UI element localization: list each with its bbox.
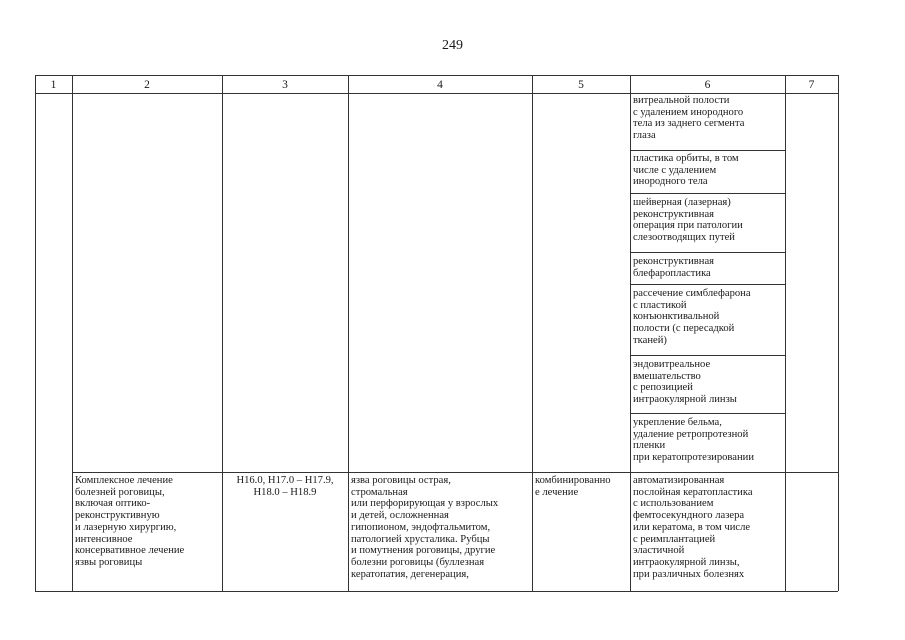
col6-separator [630, 284, 785, 285]
cell-line: язва роговицы острая, [351, 475, 451, 486]
cell-line: интраокулярной линзы, [633, 556, 740, 568]
cell-line: при различных болезнях [633, 568, 745, 580]
icd-code-cell [222, 475, 348, 498]
cell-line: H18.0 – H18.9 [253, 486, 317, 498]
cell-line: и помутнения роговицы, другие [351, 545, 496, 557]
row-separator [72, 472, 838, 473]
cell-line: инородного тела [633, 176, 708, 188]
cell-line: глаза [633, 130, 656, 142]
cell-line: операция при патологии [633, 220, 743, 232]
cell-line: консервативное лечение [75, 545, 185, 557]
cell-line: тканей) [633, 334, 667, 346]
cell-line: автоматизированная [633, 475, 725, 486]
column-number-7: 7 [808, 79, 815, 91]
cell-line: полости (с пересадкой [633, 323, 735, 335]
col-border [630, 75, 631, 591]
method-cell [633, 417, 754, 464]
cell-line: болезни роговицы (буллезная [351, 556, 485, 568]
col-border [532, 75, 533, 591]
cell-line: числе с удалением [633, 164, 717, 176]
column-number-1: 1 [50, 79, 57, 91]
cell-line: конъюнктивальной [633, 311, 720, 323]
cell-line: стромальная [351, 486, 408, 498]
cell-line: рассечение симблефарона [633, 288, 751, 299]
table-top-border [35, 75, 838, 76]
cell-line: шейверная (лазерная) [633, 197, 731, 208]
cell-line: е лечение [535, 486, 579, 498]
method-cell [633, 95, 744, 142]
treatment-name-cell [75, 475, 184, 569]
cell-line: H16.0, H17.0 – H17.9, [236, 475, 334, 486]
column-number-2: 2 [144, 79, 150, 91]
cell-line: с реимплантацией [633, 533, 716, 545]
cell-line: послойная кератопластика [633, 486, 753, 498]
method-cell [633, 359, 737, 406]
cell-line: патологией хрусталика. Рубцы [351, 533, 490, 545]
col6-separator [630, 355, 785, 356]
cell-line: укрепление бельма, [633, 417, 722, 428]
column-number-3: 3 [282, 79, 288, 91]
cell-line: при кератопротезировании [633, 452, 754, 464]
cell-line: гипопионом, эндофтальмитом, [351, 521, 491, 533]
header-bottom-border [35, 93, 838, 94]
cell-line: с удалением инородного [633, 106, 744, 118]
column-number-5: 5 [578, 79, 584, 91]
cell-line: пластика орбиты, в том [633, 153, 739, 164]
method-cell [633, 475, 753, 580]
cell-line: реконструктивная [633, 208, 715, 220]
cell-line: пленки [633, 440, 666, 452]
col6-separator [630, 150, 785, 151]
cell-line: Комплексное лечение [75, 475, 173, 486]
cell-line: интраокулярной линзы [633, 394, 737, 406]
cell-line: интенсивное [75, 533, 133, 545]
cell-line: эндовитреальное [633, 359, 711, 370]
cell-line: слезоотводящих путей [633, 232, 735, 244]
diagnosis-cell [351, 475, 498, 580]
cell-line: с репозицией [633, 382, 693, 394]
cell-line: реконструктивную [75, 510, 160, 522]
method-cell [633, 197, 743, 244]
cell-line: язвы роговицы [75, 556, 143, 568]
cell-line: реконструктивная [633, 256, 715, 267]
cell-line: или кератома, в том числе [633, 521, 751, 533]
col-border [222, 75, 223, 591]
method-cell [633, 256, 714, 279]
cell-line: и детей, осложненная [351, 510, 449, 522]
treatment-type-cell [535, 475, 611, 498]
col-border [348, 75, 349, 591]
cell-line: с пластикой [633, 299, 687, 311]
cell-line: кератопатия, дегенерация, [351, 568, 469, 580]
cell-line: комбинированно [535, 475, 611, 486]
method-cell [633, 153, 739, 188]
col-border [838, 75, 839, 591]
cell-line: фемтосекундного лазера [633, 510, 745, 522]
page-number: 249 [442, 38, 463, 53]
cell-line: с использованием [633, 498, 714, 510]
cell-line: вмешательство [633, 370, 701, 382]
cell-line: болезней роговицы, [75, 486, 165, 498]
col-border [785, 75, 786, 591]
col-border [72, 75, 73, 591]
col-border [35, 75, 36, 591]
column-number-4: 4 [437, 79, 443, 91]
col6-separator [630, 252, 785, 253]
column-number-6: 6 [704, 79, 711, 91]
table-bottom-border [35, 591, 838, 592]
cell-line: эластичной [633, 545, 685, 557]
cell-line: или перфорирующая у взрослых [351, 498, 499, 510]
cell-line: и лазерную хирургию, [75, 521, 177, 533]
cell-line: витреальной полости [633, 95, 730, 106]
cell-line: включая оптико- [75, 498, 151, 510]
col6-separator [630, 413, 785, 414]
col6-separator [630, 193, 785, 194]
method-cell [633, 288, 751, 347]
cell-line: удаление ретропротезной [633, 428, 749, 440]
cell-line: тела из заднего сегмента [633, 118, 745, 130]
cell-line: блефаропластика [633, 267, 711, 279]
